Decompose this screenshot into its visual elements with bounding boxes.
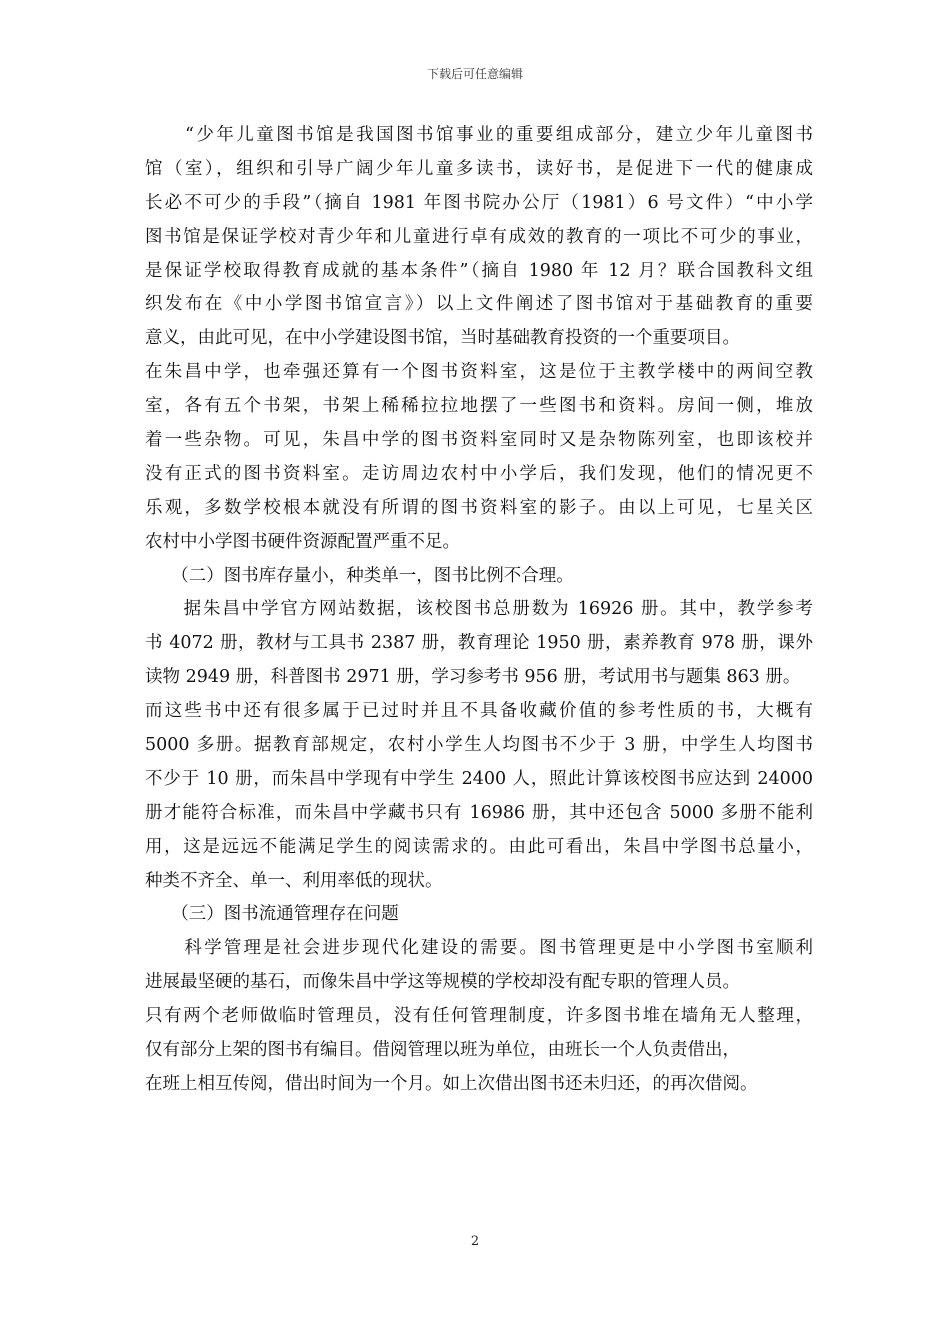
text-line: 只有两个老师做临时管理员，没有任何管理制度，许多图书堆在墙角无人整理， — [145, 1006, 813, 1027]
text-line: 织发布在《中小学图书馆宣言》）以上文件阐述了图书馆对于基础教育的重要 — [145, 294, 813, 315]
text-line: 种类不齐全、单一、利用率低的现状。 — [145, 870, 443, 891]
text-line: 是保证学校取得教育成就的基本条件”（摘自 1980 年 12 月？联合国教科文组 — [145, 260, 813, 281]
text-line: 而这些书中还有很多属于已过时并且不具备收藏价值的参考性质的书，大概有 — [145, 701, 813, 722]
text-line: 乐观，多数学校根本就没有所谓的图书资料室的影子。由以上可见，七星关区 — [145, 497, 813, 518]
text-line: （三）图书流通管理存在问题 — [145, 904, 399, 925]
text-line: 意义，由此可见，在中小学建设图书馆，当时基础教育投资的一个重要项目。 — [145, 328, 740, 349]
text-line: 不少于 10 册，而朱昌中学现有中学生 2400 人，照此计算该校图书应达到 24000 — [145, 768, 813, 789]
page-number: 2 — [470, 1234, 480, 1249]
text-line: 馆（室），组织和引导广阔少年儿童多读书，读好书，是促进下一代的健康成 — [145, 158, 813, 179]
page-header: 下载后可任意编辑 — [426, 67, 523, 81]
text-line: 长必不可少的手段”（摘自 1981 年图书院办公厅（1981）6 号文件）“中小学 — [145, 192, 813, 213]
text-line: 没有正式的图书资料室。走访周边农村中小学后，我们发现，他们的情况更不 — [145, 463, 813, 484]
text-line: 着一些杂物。可见，朱昌中学的图书资料室同时又是杂物陈列室，也即该校并 — [145, 430, 813, 451]
text-line: 册才能符合标准，而朱昌中学藏书只有 16986 册，其中还包含 5000 多册不能利 — [145, 802, 813, 823]
text-line: 据朱昌中学官方网站数据，该校图书总册数为 16926 册。其中，教学参考 — [145, 599, 813, 620]
text-line: 科学管理是社会进步现代化建设的需要。图书管理更是中小学图书室顺利 — [145, 938, 813, 959]
text-line: （二）图书库存量小，种类单一，图书比例不合理。 — [145, 565, 574, 586]
text-line: 5000 多册。据教育部规定，农村小学生人均图书不少于 3 册，中学生人均图书 — [145, 735, 813, 756]
text-line: 读物 2949 册，科普图书 2971 册，学习参考书 956 册，考试用书与题集 863 册。 — [145, 667, 801, 688]
text-line: “少年儿童图书馆是我国图书馆事业的重要组成部分，建立少年儿童图书 — [145, 125, 813, 145]
text-line: 农村中小学图书硬件资源配置严重不足。 — [145, 531, 460, 552]
text-line: 在朱昌中学，也牵强还算有一个图书资料室，这是位于主教学楼中的两间空教 — [145, 362, 813, 383]
body-text — [145, 119, 813, 1102]
text-line: 用，这是远远不能满足学生的阅读需求的。由此可看出，朱昌中学图书总量小， — [145, 836, 813, 857]
text-line: 进展最坚硬的基石，而像朱昌中学这等规模的学校却没有配专职的管理人员。 — [145, 972, 740, 993]
text-line: 仅有部分上架的图书有编目。借阅管理以班为单位，由班长一个人负责借出， — [145, 1040, 740, 1061]
text-line: 在班上相互传阅，借出时间为一个月。如上次借出图书还未归还，的再次借阅。 — [145, 1073, 758, 1094]
text-line: 书 4072 册，教材与工具书 2387 册，教育理论 1950 册，素养教育 978 册，课外 — [145, 633, 813, 654]
text-line: 图书馆是保证学校对青少年和儿童进行卓有成效的教育的一项比不可少的事业， — [145, 226, 813, 247]
text-line: 室，各有五个书架，书架上稀稀拉拉地摆了一些图书和资料。房间一侧，堆放 — [145, 396, 813, 417]
